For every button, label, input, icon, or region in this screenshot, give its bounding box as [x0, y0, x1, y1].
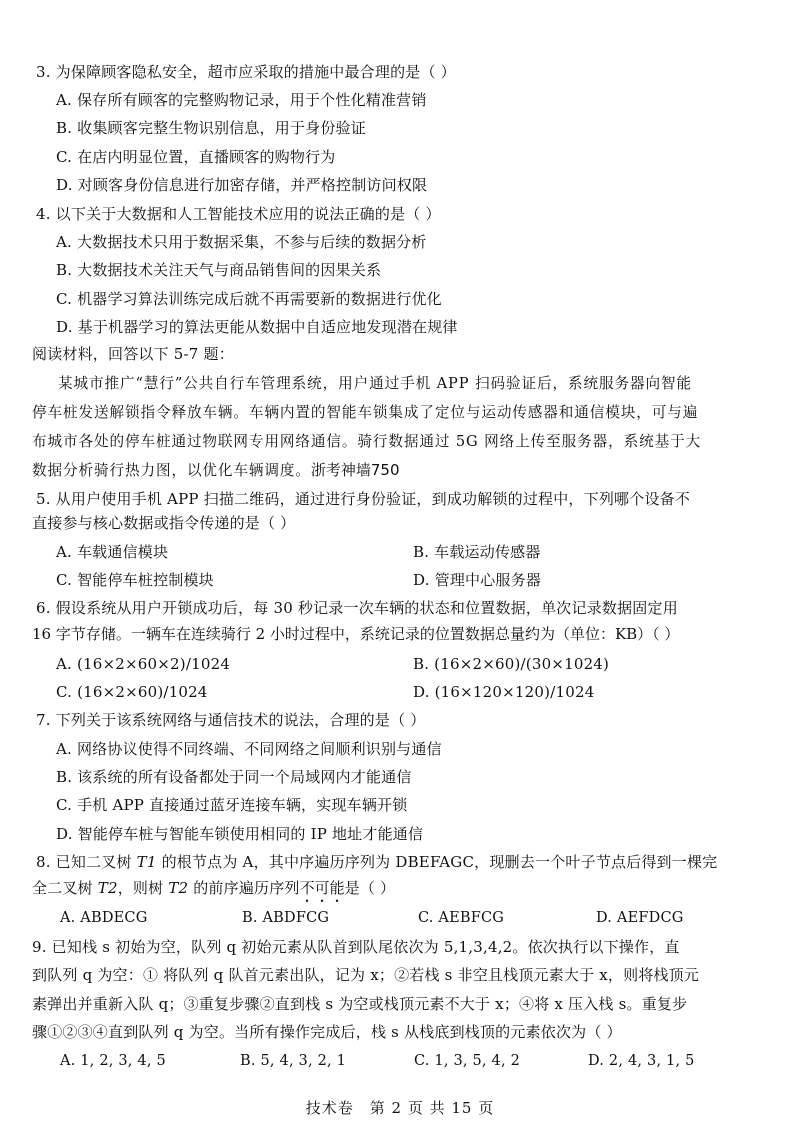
question-7-stem: 7. 下列关于该系统网络与通信技术的说法，合理的是（ ） — [36, 711, 426, 729]
q8-tree-t2: T2 — [97, 879, 118, 897]
question-8-stem-line-2 — [32, 878, 395, 906]
passage-line-3: 布城市各处的停车桩通过物联网专用网络通信。骑行数据通过 5G 网络上传至服务器，系统基于大 — [32, 433, 702, 450]
question-6-option-a: A. (16×2×60×2)/1024 — [56, 655, 231, 673]
question-9-stem-line-2: 到队列 q 为空：① 将队列 q 队首元素出队，记为 x；②若栈 s 非空且栈顶元素大于 x，则将栈顶元 — [32, 966, 700, 984]
question-4-stem: 4. 以下关于大数据和人工智能技术应用的说法正确的是（ ） — [36, 205, 441, 223]
q8-emphasis-word: 不可能 — [299, 879, 345, 897]
question-7-option-c: C. 手机 APP 直接通过蓝牙连接车辆，实现车辆开锁 — [56, 796, 408, 814]
watermark-text: 浙考神墙750 — [310, 461, 400, 479]
question-9-stem-line-4: 骤①②③④直到队列 q 为空。当所有操作完成后，栈 s 从栈底到栈顶的元素依次为（ ） — [32, 1023, 622, 1041]
question-5-option-d: D. 管理中心服务器 — [413, 571, 542, 589]
question-3-option-d: D. 对顾客身份信息进行加密存储，并严格控制访问权限 — [56, 176, 428, 194]
question-9-option-b: B. 5, 4, 3, 2, 1 — [240, 1053, 347, 1069]
passage-line-2: 停车桩发送解锁指令释放车辆。车辆内置的智能车锁集成了定位与运动传感器和通信模块，可与遍 — [32, 404, 699, 421]
question-6-stem-line-2: 16 字节存储。一辆车在连续骑行 2 小时过程中，系统记录的位置数据总量约为（单位：KB）（ ） — [32, 625, 680, 643]
question-3-stem: 3. 为保障顾客隐私安全，超市应采取的措施中最合理的是（ ） — [36, 63, 456, 81]
page-footer: 技术卷 第 2 页 共 15 页 — [305, 1099, 495, 1117]
question-7-option-d: D. 智能停车桩与智能车锁使用相同的 IP 地址才能通信 — [56, 825, 424, 843]
question-5-option-b: B. 车载运动传感器 — [413, 543, 541, 561]
question-6-option-c: C. (16×2×60)/1024 — [56, 683, 208, 701]
question-5-stem-line-1: 5. 从用户使用手机 APP 扫描二维码，通过进行身份验证，到成功解锁的过程中，下列哪个设备不 — [36, 490, 691, 508]
question-5-option-c: C. 智能停车桩控制模块 — [56, 571, 214, 589]
q8-text-c: 全二叉树 — [32, 879, 98, 897]
question-4-option-a: A. 大数据技术只用于数据采集，不参与后续的数据分析 — [56, 233, 427, 251]
q8-text-f: 是（ ） — [344, 879, 396, 897]
q8-text-e: 的前序遍历序列 — [188, 879, 300, 897]
q8-tree-t2-second: T2 — [168, 879, 189, 897]
question-7-option-b: B. 该系统的所有设备都处于同一个局域网内才能通信 — [56, 768, 412, 786]
question-3-option-c: C. 在店内明显位置，直播顾客的购物行为 — [56, 148, 336, 166]
question-8-option-c: C. AEBFCG — [418, 910, 505, 926]
question-6-option-b: B. (16×2×60)/(30×1024) — [413, 655, 610, 673]
passage-line-4 — [32, 460, 400, 481]
question-8-option-d: D. AEFDCG — [596, 910, 684, 926]
q8-text-b: 的根节点为 A，其中序遍历序列为 DBEFAGC，现删去一个叶子节点后得到一棵完 — [156, 853, 718, 871]
question-4-option-b: B. 大数据技术关注天气与商品销售间的因果关系 — [56, 261, 382, 279]
q8-text-d: ，则树 — [117, 879, 169, 897]
q8-text-a: 8. 已知二叉树 — [36, 853, 137, 871]
question-5-stem-line-2: 直接参与核心数据或指令传递的是（ ） — [32, 514, 296, 532]
question-8-option-a: A. ABDECG — [60, 910, 148, 926]
question-9-option-c: C. 1, 3, 5, 4, 2 — [414, 1053, 520, 1069]
reading-intro: 阅读材料，回答以下 5-7 题： — [32, 345, 234, 363]
question-6-stem-line-1: 6. 假设系统从用户开锁成功后，每 30 秒记录一次车辆的状态和位置数据，单次记录数据固定用 — [36, 599, 678, 617]
question-4-option-d: D. 基于机器学习的算法更能从数据中自适应地发现潜在规律 — [56, 318, 458, 336]
question-9-stem-line-1: 9. 已知栈 s 初始为空，队列 q 初始元素从队首到队尾依次为 5,1,3,4,2。依次执行以下操作，直 — [32, 938, 680, 956]
passage-line-4-text: 数据分析骑行热力图，以优化车辆调度。 — [32, 462, 311, 479]
question-8-option-b: B. ABDFCG — [242, 910, 330, 926]
question-7-option-a: A. 网络协议使得不同终端、不同网络之间顺利识别与通信 — [56, 740, 442, 758]
q8-tree-t1: T1 — [136, 853, 157, 871]
question-9-stem-line-3: 素弹出并重新入队 q；③重复步骤②直到栈 s 为空或栈顶元素不大于 x；④将 x 压入栈 s。重复步 — [32, 995, 688, 1013]
question-5-option-a: A. 车载通信模块 — [56, 543, 169, 561]
question-9-option-d: D. 2, 4, 3, 1, 5 — [588, 1053, 695, 1069]
passage-line-1: 某城市推广“慧行”公共自行车管理系统，用户通过手机 APP 扫码验证后，系统服务器向智能 — [58, 375, 692, 392]
question-8-stem-line-1 — [36, 852, 717, 872]
question-3-option-a: A. 保存所有顾客的完整购物记录，用于个性化精准营销 — [56, 91, 427, 109]
question-6-option-d: D. (16×120×120)/1024 — [413, 683, 595, 701]
question-3-option-b: B. 收集顾客完整生物识别信息，用于身份验证 — [56, 119, 366, 137]
question-4-option-c: C. 机器学习算法训练完成后就不再需要新的数据进行优化 — [56, 290, 442, 308]
question-9-option-a: A. 1, 2, 3, 4, 5 — [60, 1053, 166, 1069]
